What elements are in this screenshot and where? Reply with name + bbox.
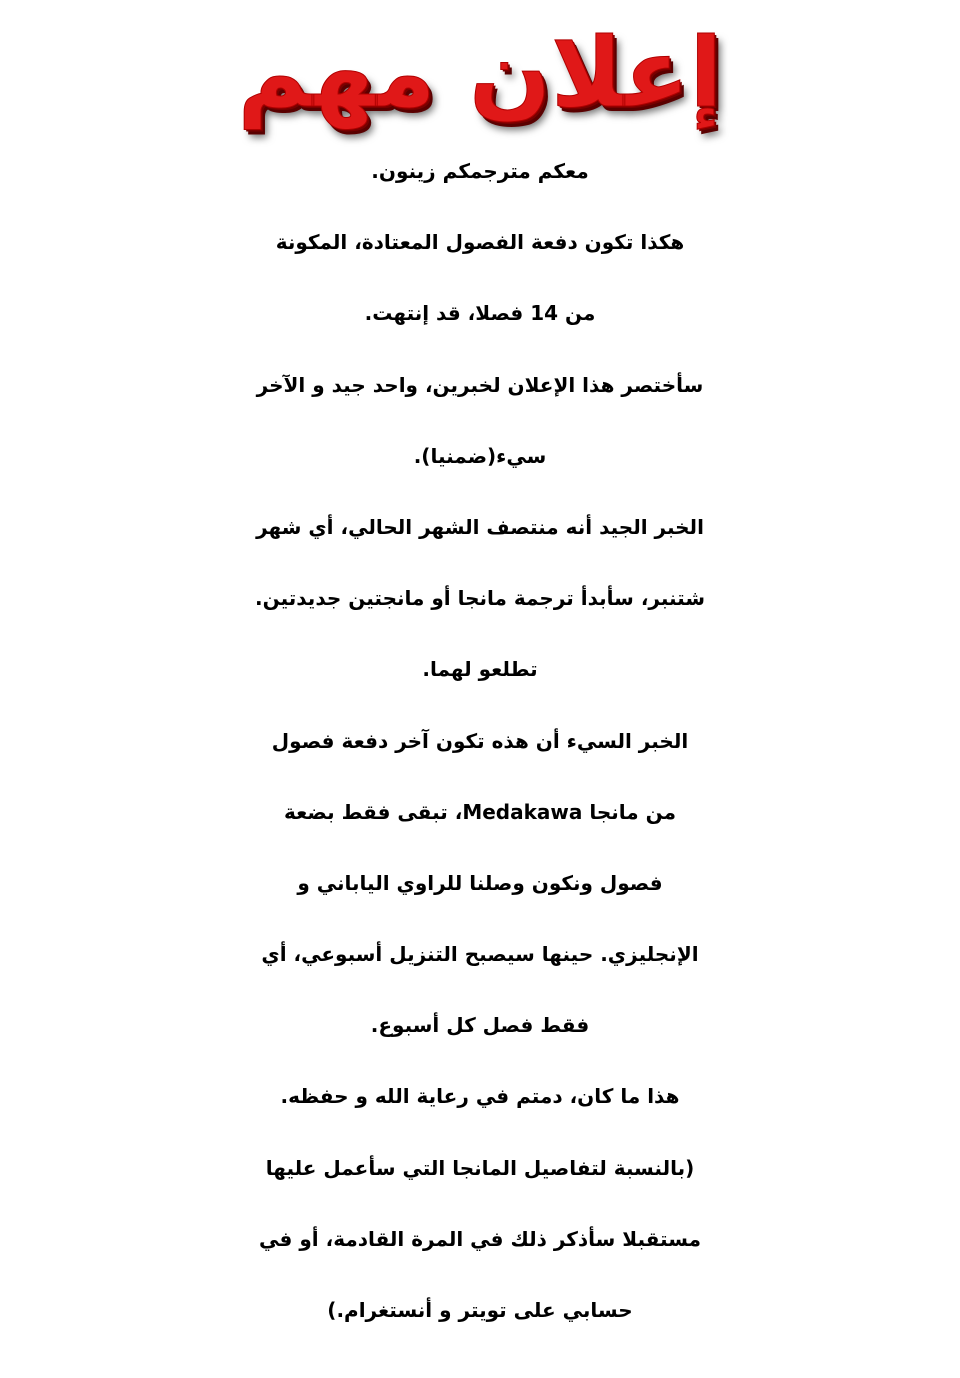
body-line: من 14 فصلا، قد إنتهت. — [364, 301, 596, 326]
body-line: فقط فصل كل أسبوع. — [370, 1013, 590, 1038]
body-line: (بالنسبة لتفاصيل المانجا التي سأعمل عليها — [265, 1155, 695, 1180]
body-line: الإنجليزي. حينها سيصبح التنزيل أسبوعي، أي — [261, 942, 699, 967]
body-line: من مانجا Medakawa، تبقى فقط بضعة — [283, 799, 677, 824]
body-line: هذا ما كان، دمتم في رعاية الله و حفظه. — [280, 1084, 680, 1109]
body-line: معكم مترجمكم زينون. — [371, 159, 589, 183]
body-line: الخبر السيء أن هذه تكون آخر دفعة فصول — [271, 728, 689, 753]
body-line: سيء(ضمنيا). — [413, 443, 547, 468]
body-line: سأختصر هذا الإعلان لخبرين، واحد جيد و الآخر — [256, 372, 704, 397]
body-line: تطلعو لهما. — [422, 657, 538, 682]
body-line: الخبر الجيد أنه منتصف الشهر الحالي، أي شهر — [256, 514, 704, 539]
body-line: مستقبلا سأذكر ذلك في المرة القادمة، أو في — [259, 1226, 701, 1251]
body-line: فصول ونكون وصلنا للراوي الياباني و — [297, 870, 663, 895]
body-line: شتنبر، سأبدأ ترجمة مانجا أو مانجتين جديدتين. — [254, 586, 706, 611]
body-line: هكذا تكون دفعة الفصول المعتادة، المكونة — [275, 230, 685, 255]
body-line: حسابي على تويتر و أنستغرام.) — [327, 1298, 633, 1322]
announcement-title: إعلان مهم — [237, 17, 723, 129]
announcement-body — [0, 136, 960, 1346]
